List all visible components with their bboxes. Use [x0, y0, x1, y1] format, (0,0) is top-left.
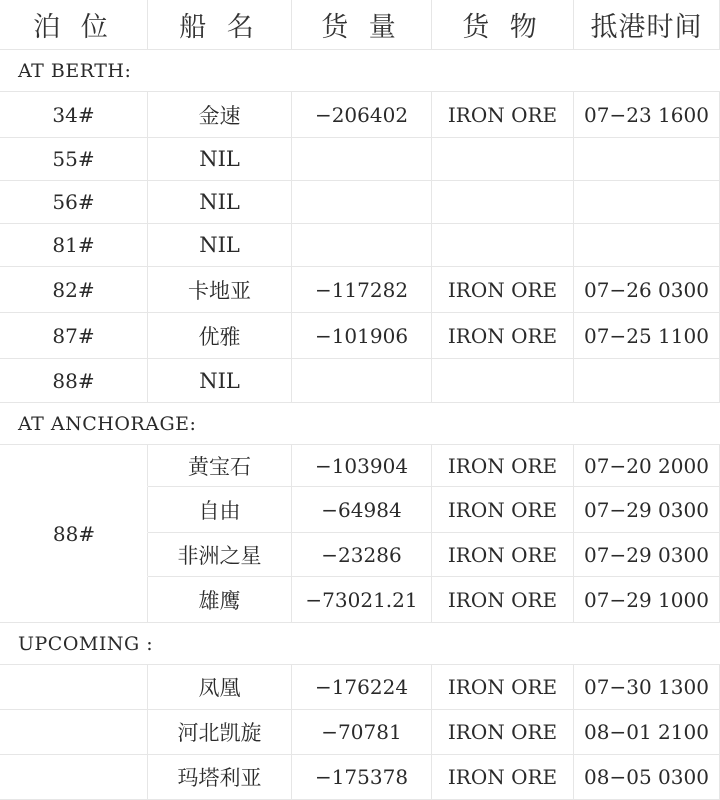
table-row	[0, 533, 720, 577]
berth-cell: 88#	[0, 359, 148, 403]
cargo-cell	[432, 181, 574, 224]
ship-name-cell: 优雅	[148, 313, 292, 359]
quantity-cell: −73021.21	[292, 577, 432, 623]
cargo-cell: IRON ORE	[432, 710, 574, 755]
ship-name-cell: 黄宝石	[148, 445, 292, 487]
arrival-time-cell: 07−25 1100	[574, 313, 720, 359]
berth-cell	[0, 710, 148, 755]
arrival-time-cell	[574, 224, 720, 267]
ship-name-cell: NIL	[148, 224, 292, 267]
ship-name-cell: 玛塔利亚	[148, 755, 292, 800]
quantity-cell	[292, 181, 432, 224]
berth-cell: 87#	[0, 313, 148, 359]
arrival-time-cell	[574, 181, 720, 224]
ship-name-cell: NIL	[148, 138, 292, 181]
section-at-anchorage	[0, 403, 720, 445]
header-berth: 泊 位	[0, 0, 148, 50]
cargo-cell: IRON ORE	[432, 313, 574, 359]
table-row	[0, 665, 720, 710]
table-row	[0, 267, 720, 313]
table-row	[0, 313, 720, 359]
table-row	[0, 359, 720, 403]
ship-name-cell: NIL	[148, 359, 292, 403]
cargo-cell	[432, 224, 574, 267]
section-upcoming	[0, 623, 720, 665]
arrival-time-cell: 07−30 1300	[574, 665, 720, 710]
section-label: AT BERTH:	[18, 59, 132, 82]
section-label: UPCOMING :	[18, 632, 154, 655]
berth-cell: 34#	[0, 92, 148, 138]
quantity-cell: −23286	[292, 533, 432, 577]
cargo-cell: IRON ORE	[432, 665, 574, 710]
table-row	[0, 577, 720, 623]
arrival-time-cell	[574, 359, 720, 403]
header-ship-name: 船 名	[148, 0, 292, 50]
quantity-cell: −64984	[292, 487, 432, 533]
arrival-time-cell	[574, 138, 720, 181]
berth-cell: 82#	[0, 267, 148, 313]
header-quantity: 货 量	[292, 0, 432, 50]
quantity-cell	[292, 138, 432, 181]
table-row	[0, 755, 720, 800]
cargo-cell: IRON ORE	[432, 755, 574, 800]
section-label: AT ANCHORAGE:	[18, 412, 197, 435]
arrival-time-cell: 07−29 0300	[574, 487, 720, 533]
table-row	[0, 710, 720, 755]
table-row	[0, 487, 720, 533]
section-at-berth	[0, 50, 720, 92]
cargo-cell	[432, 138, 574, 181]
arrival-time-cell: 07−20 2000	[574, 445, 720, 487]
ship-name-cell: 凤凰	[148, 665, 292, 710]
ship-name-cell: 雄鹰	[148, 577, 292, 623]
cargo-cell: IRON ORE	[432, 487, 574, 533]
header-cargo: 货 物	[432, 0, 574, 50]
arrival-time-cell: 08−01 2100	[574, 710, 720, 755]
berth-cell: 55#	[0, 138, 148, 181]
anchorage-berth-cell: 88#	[52, 522, 96, 546]
ship-name-cell: 非洲之星	[148, 533, 292, 577]
berth-cell: 56#	[0, 181, 148, 224]
table-header	[0, 0, 720, 50]
berth-cell-merged	[0, 533, 148, 577]
ship-name-cell: 卡地亚	[148, 267, 292, 313]
ship-name-cell: NIL	[148, 181, 292, 224]
berth-cell	[0, 665, 148, 710]
quantity-cell: −70781	[292, 710, 432, 755]
arrival-time-cell: 08−05 0300	[574, 755, 720, 800]
table-row	[0, 138, 720, 181]
berth-cell	[0, 755, 148, 800]
cargo-cell: IRON ORE	[432, 445, 574, 487]
quantity-cell: −117282	[292, 267, 432, 313]
cargo-cell: IRON ORE	[432, 92, 574, 138]
arrival-time-cell: 07−26 0300	[574, 267, 720, 313]
arrival-time-cell: 07−29 1000	[574, 577, 720, 623]
quantity-cell	[292, 224, 432, 267]
arrival-time-cell: 07−29 0300	[574, 533, 720, 577]
cargo-cell: IRON ORE	[432, 577, 574, 623]
quantity-cell: −175378	[292, 755, 432, 800]
ship-name-cell: 自由	[148, 487, 292, 533]
quantity-cell	[292, 359, 432, 403]
table-row	[0, 181, 720, 224]
ship-name-cell: 河北凯旋	[148, 710, 292, 755]
cargo-cell: IRON ORE	[432, 267, 574, 313]
cargo-cell: IRON ORE	[432, 533, 574, 577]
arrival-time-cell: 07−23 1600	[574, 92, 720, 138]
header-arrival-time: 抵港时间	[574, 0, 720, 50]
table-row	[0, 92, 720, 138]
cargo-cell	[432, 359, 574, 403]
berth-cell-merged	[0, 487, 148, 533]
quantity-cell: −101906	[292, 313, 432, 359]
quantity-cell: −176224	[292, 665, 432, 710]
berth-cell-merged	[0, 577, 148, 623]
berth-cell: 81#	[0, 224, 148, 267]
table-row	[0, 445, 720, 487]
quantity-cell: −206402	[292, 92, 432, 138]
quantity-cell: −103904	[292, 445, 432, 487]
table-row	[0, 224, 720, 267]
ship-name-cell: 金速	[148, 92, 292, 138]
berth-cell-merged	[0, 445, 148, 487]
